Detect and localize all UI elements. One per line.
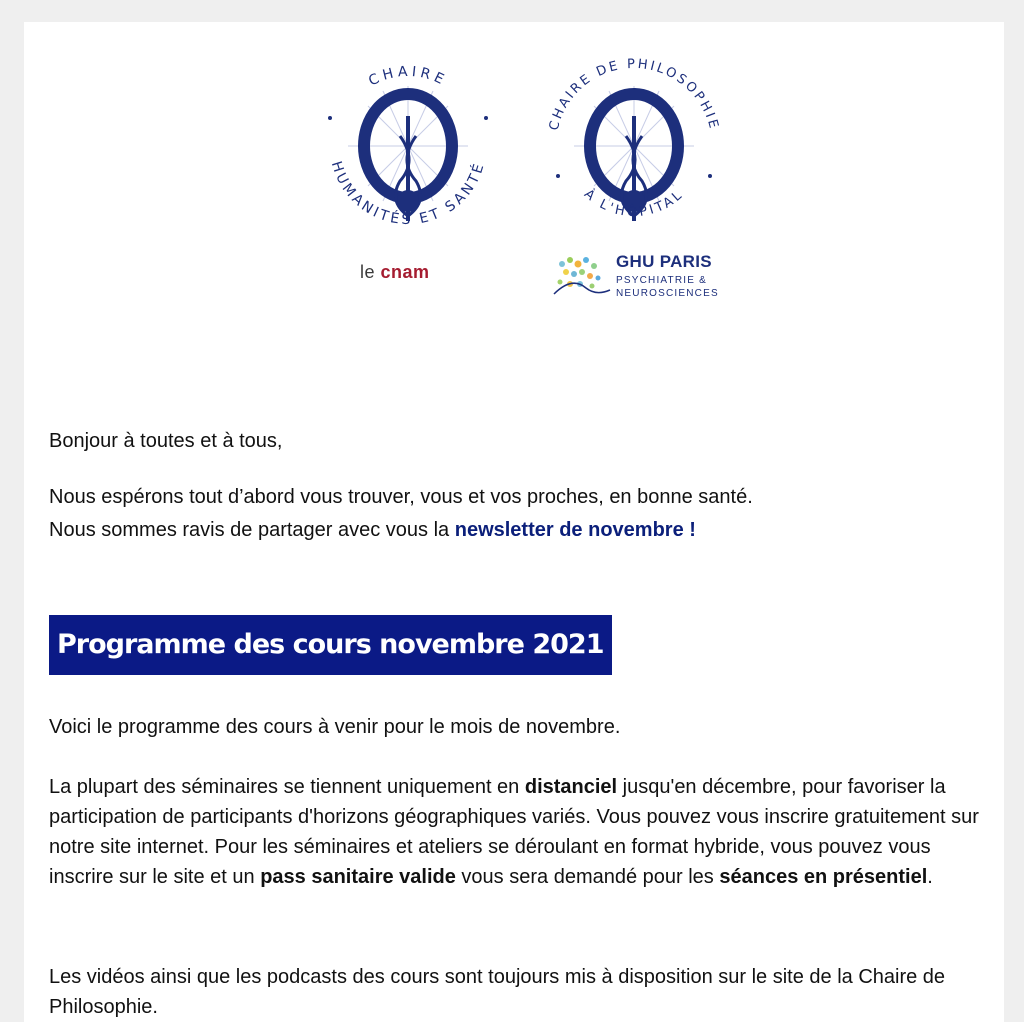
greeting: Bonjour à toutes et à tous,: [49, 430, 283, 452]
seminars-bold-1: distanciel: [524, 776, 618, 798]
program-intro: Voici le programme des cours à venir pour le mois de novembre.: [49, 716, 621, 738]
intro-line-1: Nous espérons tout d’abord vous trouver, vous et vos proches, en bonne santé.: [49, 486, 753, 508]
seminars-text-3: vous sera demandé pour les: [455, 866, 720, 888]
seminars-text-2: jusqu'en décembre, pour favoriser la participation de participants d'horizons géographiques variés. Vous pouvez vous inscrire gratuitement sur notre site internet. Pour les séminaires et ateliers se déroulant en format hybride, vous pouvez vous inscrire sur le site et un: [49, 776, 979, 888]
cnam-main: cnam: [380, 262, 430, 282]
ghu-paris-logo: [552, 250, 742, 306]
cnam-prefix: le: [360, 262, 381, 282]
left-ring-bottom-text: HUMANITÉS ET SANTÉ: [327, 159, 489, 229]
videos-paragraph: Les vidéos ainsi que les podcasts des cours sont toujours mis à disposition sur le site de la Chaire de Philosophie.: [49, 966, 946, 1018]
seminars-bold-2: pass sanitaire valide: [260, 866, 456, 888]
intro-line-2: [49, 515, 696, 545]
ghu-subtitle-2: NEUROSCIENCES: [616, 288, 719, 299]
chaire-humanites-sante-logo: [308, 46, 508, 246]
seminars-bold-3: séances en présentiel: [719, 866, 928, 888]
logo-banner: [24, 22, 1004, 322]
seminars-text-4: .: [927, 866, 933, 888]
left-ring-top-text: CHAIRE: [366, 63, 450, 90]
chaire-philosophie-logo: [534, 46, 734, 246]
right-ring-bottom-text: À L'HÔPITAL: [581, 186, 687, 221]
section-heading: Programme des cours novembre 2021: [49, 615, 612, 675]
seminars-text-1: La plupart des séminaires se tiennent uniquement en: [49, 776, 525, 798]
newsletter-link[interactable]: newsletter de novembre !: [454, 519, 696, 541]
ghu-title: GHU PARIS: [616, 252, 712, 271]
ghu-dots-icon: [552, 254, 612, 302]
seminars-paragraph: [49, 772, 984, 892]
email-card: [24, 22, 1004, 1022]
intro-line-2-prefix: Nous sommes ravis de partager avec vous la: [49, 519, 455, 541]
ghu-subtitle-1: PSYCHIATRIE &: [616, 275, 707, 286]
right-ring-top-text: CHAIRE DE PHILOSOPHIE: [546, 56, 722, 133]
cnam-logo: [360, 262, 430, 283]
svg-text:CHAIRE: [366, 64, 450, 90]
